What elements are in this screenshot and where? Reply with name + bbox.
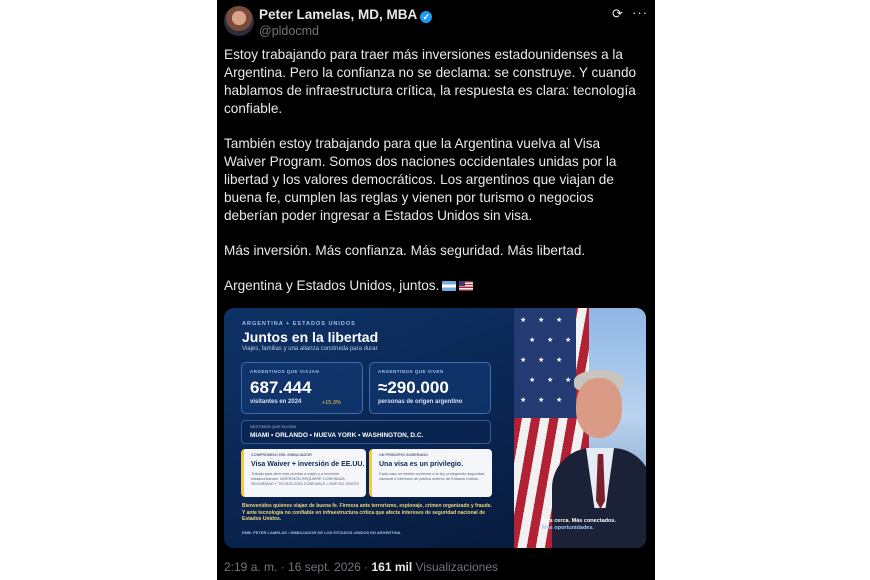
flag-canton: ★ ★ ★ ★ ★ ★ ★ ★ ★ ★ ★ ★ ★ ★ ★ — [514, 308, 576, 418]
destinations-box — [241, 420, 491, 444]
poster-eyebrow: ARGENTINA + ESTADOS UNIDOS — [242, 321, 356, 327]
tweet-date[interactable]: 16 sept. 2026 — [288, 560, 361, 574]
author-name-text[interactable]: Peter Lamelas, MD, MBA — [259, 7, 418, 22]
card-text: Trabajo para abrir más puertas a viajes y a inversión estadounidense. INVERSIÓN REQUIERE CONFIANZA, SEGURIDAD Y TECNOLOGÍA CONFIABLE • VWP NO GRATIS — [251, 472, 359, 486]
ambassador-commitment-card — [241, 449, 366, 497]
photo-caption — [542, 518, 616, 532]
meta-separator: · — [364, 560, 369, 574]
poster-title: Juntos en la libertad — [242, 329, 379, 345]
tweet-time[interactable]: 2:19 a. m. — [224, 560, 278, 574]
tweet-paragraph: También estoy trabajando para que la Argentina vuelva al Visa Waiver Program. Somos dos naciones occidentales unidas por la libertad y los valores democráticos. Los argentinos que viajan de buena fe, cumplen las reglas y vienen por turismo o negocios deberían poder ingresar a Estados Unidos sin visa. — [224, 136, 617, 223]
destinations-cities: MIAMI • ORLANDO • NUEVA YORK • WASHINGTON, D.C. — [250, 432, 424, 439]
stat-travelers — [241, 362, 363, 414]
stat-value: ≈290.000 — [378, 378, 449, 397]
poster-subtitle: Viajes, familias y una alianza construida para durar — [242, 346, 378, 352]
views-count[interactable]: 161 mil — [371, 560, 413, 574]
tweet-text — [224, 46, 644, 312]
meta-separator: · — [280, 560, 285, 574]
card-text: Cada caso se decide conforme a la ley, protegiendo seguridad nacional e intereses de política exterior de Estados Unidos. — [379, 472, 485, 481]
destinations-label: DESTINOS QUE ELIGEN — [250, 424, 297, 429]
stat-label: ARGENTINOS QUE VIVEN — [378, 369, 444, 374]
poster-signature: EMB. PETER LAMELAS • EMBAJADOR DE LOS ESTADOS UNIDOS EN ARGENTINA — [242, 530, 401, 535]
verified-badge-icon: ✓ — [420, 11, 432, 23]
card-heading: Una visa es un privilegio. — [379, 461, 464, 468]
argentina-flag-icon — [442, 281, 456, 291]
tweet-card — [217, 0, 655, 580]
sovereign-principle-card — [369, 449, 492, 497]
stat-delta: +15,3% — [322, 400, 341, 406]
poster — [224, 308, 514, 548]
stat-caption: personas de origen argentino — [378, 399, 463, 405]
more-options-icon[interactable]: ··· — [632, 5, 648, 20]
tweet-meta — [224, 560, 498, 574]
person-face — [576, 378, 622, 438]
poster-fine-print: Bienvenidos quienes viajan de buena fe. Firmeza ante terrorismo, espionaje, crimen organizado y fraude. Y ante tecnología no confiable en infraestructura crítica que afecte intereses de seguridad nacional de Estados Unidos. — [242, 503, 492, 522]
photo-caption-line-2: Más oportunidades. — [542, 525, 594, 531]
tweet-closing-text: Argentina y Estados Unidos, juntos. — [224, 278, 440, 293]
views-label: Visualizaciones — [415, 560, 499, 574]
ambassador-photo — [514, 308, 646, 548]
usa-flag-icon — [459, 281, 473, 291]
card-label: COMPROMISO DEL EMBAJADOR — [251, 453, 312, 457]
grok-icon[interactable]: ⟳ — [612, 6, 623, 21]
tweet-paragraph: Estoy trabajando para traer más inversiones estadounidenses a la Argentina. Pero la confianza no se declama: se construye. Y cuando hablamos de infraestructura crítica, la respuesta es clara: tecnología confiable. — [224, 47, 637, 116]
stat-caption: visitantes en 2024 — [250, 399, 302, 405]
tweet-paragraph-last — [224, 277, 644, 295]
author-name[interactable] — [259, 7, 432, 23]
stat-residents — [369, 362, 491, 414]
stat-label: ARGENTINOS QUE VIAJAN — [250, 369, 320, 374]
card-label: UN PRINCIPIO SOBERANO — [379, 453, 428, 457]
author-handle[interactable]: @pldocmd — [259, 24, 319, 38]
author-avatar[interactable] — [224, 6, 254, 36]
tweet-paragraph: Más inversión. Más confianza. Más seguridad. Más libertad. — [224, 243, 586, 258]
stat-value: 687.444 — [250, 378, 312, 397]
photo-caption-line-1: Más cerca. Más conectados. — [542, 518, 616, 524]
card-heading: Visa Waiver + inversión de EE.UU. — [251, 461, 365, 468]
tweet-media-image[interactable] — [224, 308, 646, 548]
